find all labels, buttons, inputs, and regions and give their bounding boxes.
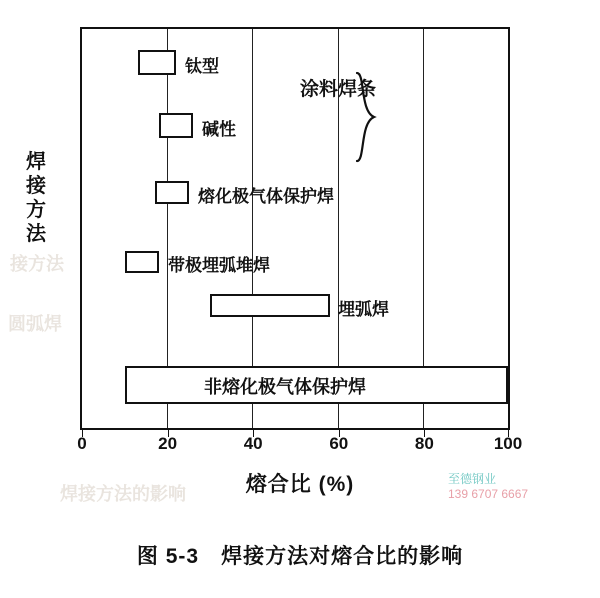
bar-label-5: 非熔化极气体保护焊	[204, 377, 366, 397]
group-label: 涂料焊条	[300, 79, 377, 100]
bar-4[interactable]	[210, 294, 330, 317]
xtick-label-20: 20	[158, 434, 178, 453]
watermark-line-1: 至德钢业	[448, 472, 497, 486]
scan-artifact: 接方法	[10, 254, 64, 274]
bar-1[interactable]	[159, 113, 193, 138]
y-axis-title: 焊接方法	[26, 151, 46, 245]
scan-artifact: 圆弧焊	[8, 314, 62, 334]
plot-area	[80, 27, 510, 430]
xtick-label-0: 0	[77, 434, 87, 453]
watermark	[448, 472, 528, 502]
bar-3[interactable]	[125, 251, 159, 273]
bar-label-3: 带极埋弧堆焊	[168, 256, 270, 275]
bar-0[interactable]	[138, 50, 177, 75]
bar-label-0: 钛型	[185, 57, 219, 76]
watermark-line-2: 139 6707 6667	[448, 487, 529, 501]
figure-caption: 图 5-3 焊接方法对熔合比的影响	[136, 545, 464, 568]
xtick-label-60: 60	[329, 434, 349, 453]
x-axis-title: 熔合比 (%)	[245, 473, 355, 496]
bar-label-4: 埋弧焊	[338, 300, 389, 319]
xtick-label-40: 40	[243, 434, 263, 453]
bar-label-2: 熔化极气体保护焊	[198, 187, 334, 206]
scan-artifact: 焊接方法的影响	[60, 484, 186, 504]
xtick-label-80: 80	[414, 434, 434, 453]
bar-label-1: 碱性	[202, 120, 236, 139]
bar-2[interactable]	[155, 181, 189, 204]
xtick-label-100: 100	[493, 434, 523, 453]
